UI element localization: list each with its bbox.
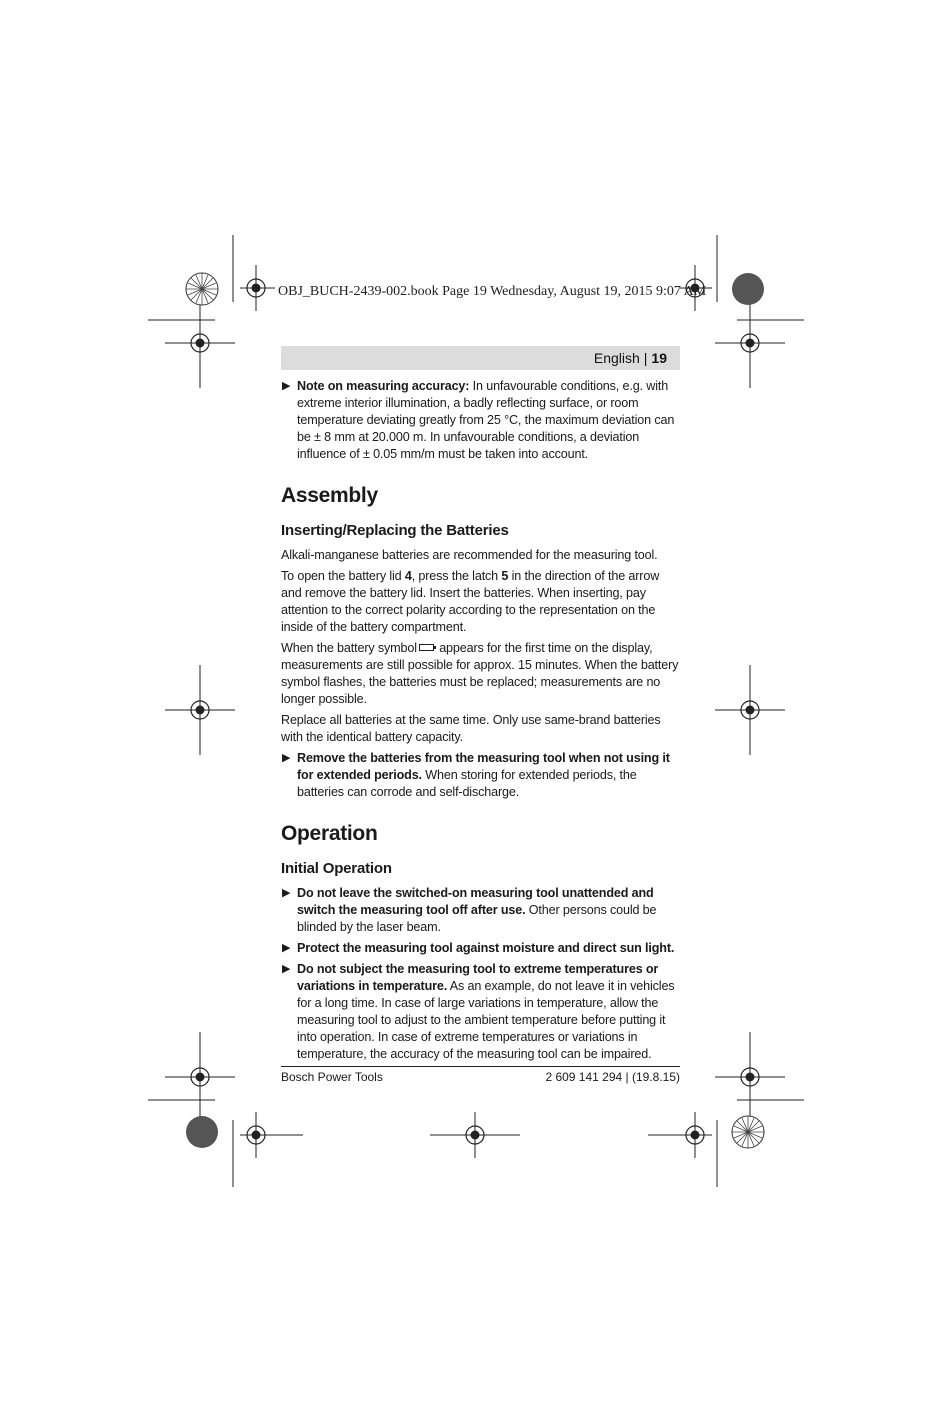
operation-bullet-2: ▶ Protect the measuring tool against moisture and direct sun light. <box>282 941 675 955</box>
footer-doc-number: 2 609 141 294 | (19.8.15) <box>545 1070 680 1084</box>
footer-rule <box>281 1066 680 1067</box>
assembly-paragraph-2: To open the battery lid 4, press the latch 5 in the direction of the arrow and remove the battery lid. Insert the batteries. When inserting, pay attention to the correct polarity according to the representation on the inside of the battery compartment. <box>281 569 660 634</box>
page-number: 19 <box>651 350 667 366</box>
batteries-subheading: Inserting/Replacing the Batteries <box>281 522 509 539</box>
page-header <box>594 349 667 367</box>
assembly-paragraph-3: When the battery symbol appears for the first time on the display, measurements are still possible for approx. 15 minutes. When the battery symbol flashes, the batteries must be replaced; measurements are no longer possible. <box>281 641 679 706</box>
battery-icon <box>419 644 434 651</box>
operation-bullet-3: ▶ Do not subject the measuring tool to extreme temperatures or variations in temperature. As an example, do not leave it in vehicles for a long time. In case of large variations in temperature, allow the measuring tool to adjust to the ambient temperature before putting it into operation. In case of extreme temperatures or variations in temperature, the accuracy of the measuring tool can be impaired. <box>282 962 675 1061</box>
bullet-arrow-icon: ▶ <box>282 942 291 954</box>
page-content <box>281 378 681 1067</box>
assembly-heading: Assembly <box>281 484 378 507</box>
assembly-bullet: ▶ Remove the batteries from the measuring tool when not using it for extended periods. When storing for extended periods, the batteries can corrode and self-discharge. <box>282 751 670 799</box>
assembly-paragraph-4: Replace all batteries at the same time. Only use same-brand batteries with the identical battery capacity. <box>281 713 661 744</box>
accuracy-note <box>281 378 681 463</box>
initial-operation-subheading: Initial Operation <box>281 860 392 877</box>
page-header-separator: | <box>643 350 648 366</box>
bullet-arrow-icon: ▶ <box>282 963 291 975</box>
note-text: In unfavourable conditions, e.g. with extreme interior illumination, a badly reflecting surface, or room temperature deviating greatly from 25 °C, the maximum deviation can be ± 8 mm at 20.000 m. In unfavourable conditions, a deviation influence of ± 0.05 mm/m must be taken into account. <box>297 379 675 461</box>
bullet-arrow-icon: ▶ <box>282 380 291 392</box>
note-bold: Note on measuring accuracy: <box>297 379 470 393</box>
page-language: English <box>593 350 640 366</box>
operation-bullet-1: ▶ Do not leave the switched-on measuring tool unattended and switch the measuring tool off after use. Other persons could be blinded by the laser beam. <box>282 886 657 934</box>
operation-heading: Operation <box>281 822 378 845</box>
book-slug-header: OBJ_BUCH-2439-002.book Page 19 Wednesday, August 19, 2015 9:07 AM <box>278 284 707 299</box>
page-header-bar <box>281 346 680 370</box>
bullet-arrow-icon: ▶ <box>282 752 291 764</box>
footer-publisher: Bosch Power Tools <box>281 1070 383 1084</box>
assembly-paragraph-1: Alkali-manganese batteries are recommended for the measuring tool. <box>281 548 658 562</box>
bullet-arrow-icon: ▶ <box>282 887 291 899</box>
